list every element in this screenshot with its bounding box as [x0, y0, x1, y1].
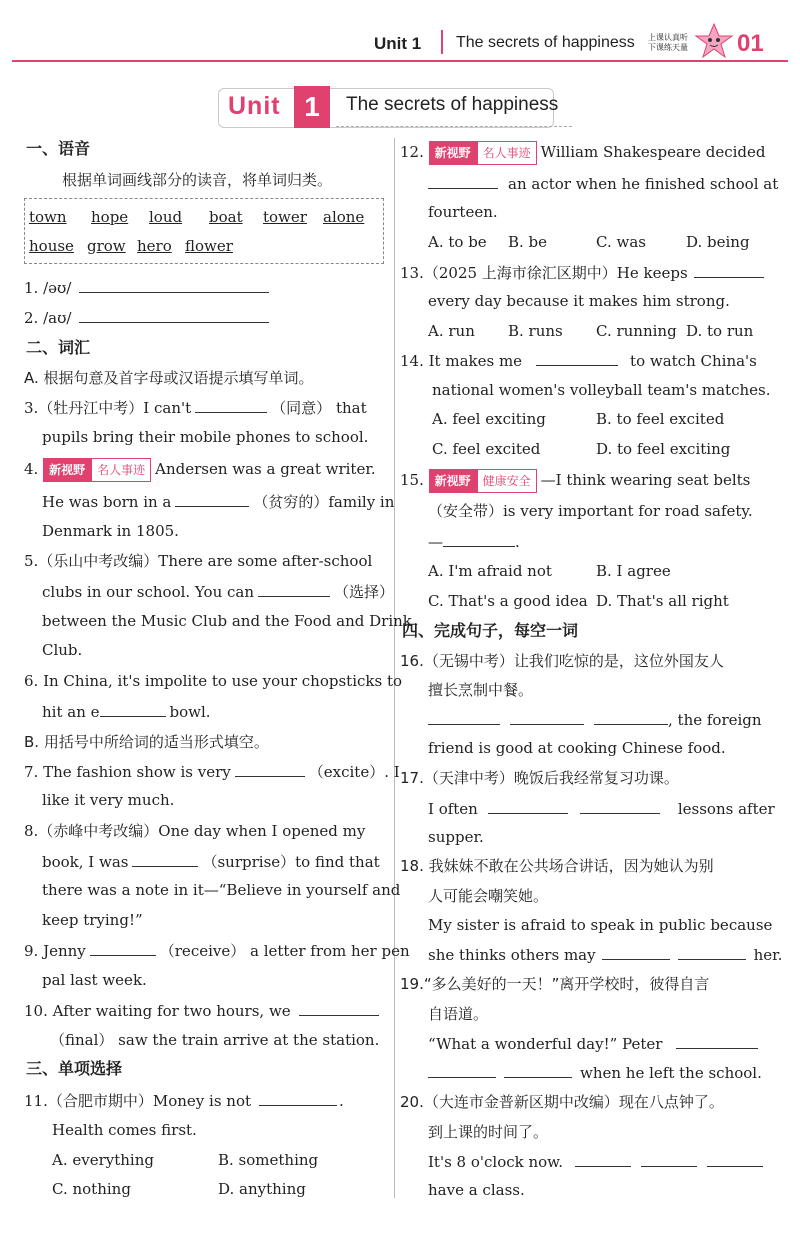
slogan-line-1: 上课认真听 [648, 33, 688, 42]
tag-main: 新视野 [429, 141, 477, 165]
q12-line-3: fourteen. [428, 203, 498, 221]
page-number: 01 [737, 30, 764, 57]
q13-option-a[interactable]: A. run [428, 322, 475, 340]
q18-text: her. [753, 946, 783, 964]
q15-text: —I think wearing seat belts [540, 471, 751, 489]
part-a-instructions: A. 根据句意及首字母或汉语提示填写单词。 [24, 369, 314, 387]
q13-option-b[interactable]: B. runs [508, 322, 563, 340]
q16-line-4: friend is good at cooking Chinese food. [428, 739, 726, 757]
answer-blank[interactable] [694, 262, 764, 278]
word-town [29, 208, 67, 226]
question-8: 8.（赤峰中考改编）One day when I opened my [24, 822, 366, 840]
banner-title: The secrets of happiness [346, 94, 559, 115]
word-text: grow [87, 237, 126, 255]
word-text: town [29, 208, 67, 226]
q4-text: （贫穷的）family in [253, 493, 395, 511]
q12-option-d[interactable]: D. being [686, 233, 750, 251]
q15-line-2: （安全带）is very important for road safety. [428, 502, 753, 520]
q7-line-2: like it very much. [42, 791, 175, 809]
q13-line-2: every day because it makes him strong. [428, 292, 730, 310]
word-alone [323, 208, 364, 226]
q3-text: （同意） that [271, 399, 367, 417]
q14-option-c[interactable]: C. feel excited [432, 440, 541, 458]
question-13 [400, 262, 764, 283]
q5-line-2 [42, 581, 394, 602]
q18-text: she thinks others may [428, 946, 596, 964]
question-9 [24, 940, 410, 961]
q8-line-2 [42, 851, 380, 872]
word-boat [209, 208, 243, 226]
question-10 [24, 1000, 379, 1021]
answer-blank[interactable] [504, 1062, 572, 1078]
q6-text: hit an e [42, 703, 100, 721]
answer-blank[interactable] [641, 1151, 697, 1167]
answer-blank[interactable] [235, 761, 305, 777]
answer-blank[interactable] [536, 350, 618, 366]
q19-text: “What a wonderful day!” Peter [428, 1035, 663, 1053]
q15-number: 15. [400, 471, 424, 489]
answer-blank[interactable] [79, 277, 269, 293]
section-1-title: 一、语音 [26, 139, 91, 158]
q16-line-2: 擅长烹制中餐。 [428, 681, 534, 699]
question-3 [24, 397, 367, 418]
section-2-title: 二、词汇 [26, 338, 91, 357]
answer-blank[interactable] [594, 709, 668, 725]
answer-blank[interactable] [299, 1000, 379, 1016]
section-4-title: 四、完成句子，每空一词 [402, 621, 579, 640]
q11-line-2: Health comes first. [52, 1121, 197, 1139]
phonetic-2 [24, 307, 269, 328]
answer-blank[interactable] [602, 944, 670, 960]
q19-line-4 [428, 1062, 762, 1083]
q8-text: book, I was [42, 853, 129, 871]
word-hero [137, 237, 172, 255]
q17-text: I often [428, 800, 478, 818]
q20-line-4: have a class. [428, 1181, 525, 1199]
word-flower [185, 237, 233, 255]
question-15 [400, 469, 750, 493]
page-header [0, 0, 800, 64]
answer-blank[interactable] [676, 1033, 758, 1049]
q18-line-2: 人可能会嘲笑她。 [428, 887, 549, 905]
q12-line-2 [428, 173, 778, 194]
answer-blank[interactable] [510, 709, 584, 725]
part-b-instructions: B. 用括号中所给词的适当形式填空。 [24, 733, 269, 751]
word-text: tower [263, 208, 307, 226]
question-16: 16.（无锡中考）让我们吃惊的是，这位外国友人 [400, 652, 724, 670]
question-18: 18. 我妹妹不敢在公共场合讲话，因为她认为别 [400, 857, 714, 875]
tag-sub: 健康安全 [477, 469, 537, 493]
word-text: loud [149, 208, 183, 226]
banner-unit-label: Unit [228, 92, 281, 120]
answer-blank[interactable] [678, 944, 746, 960]
answer-blank[interactable] [175, 491, 249, 507]
q11-option-c[interactable]: C. nothing [52, 1180, 131, 1198]
q15-text: — [428, 533, 443, 551]
question-17: 17.（天津中考）晚饭后我经常复习功课。 [400, 769, 679, 787]
answer-blank[interactable] [428, 173, 498, 189]
q15-option-c[interactable]: C. That's a good idea [428, 592, 588, 610]
word-text: flower [185, 237, 233, 255]
question-14 [400, 350, 757, 371]
word-text: alone [323, 208, 365, 226]
q11-text: . [339, 1092, 344, 1110]
q19-text: when he left the school. [580, 1064, 762, 1082]
word-grow [87, 237, 126, 255]
q14-option-a[interactable]: A. feel exciting [432, 410, 546, 428]
header-rule [12, 60, 788, 62]
answer-blank[interactable] [259, 1090, 337, 1106]
q4-number: 4. [24, 460, 39, 478]
q14-text: to watch China's [630, 352, 757, 370]
answer-blank[interactable] [195, 397, 267, 413]
q14-line-2: national women's volleyball team's matches. [432, 381, 771, 399]
word-text: hero [137, 237, 172, 255]
q14-option-d[interactable]: D. to feel exciting [596, 440, 731, 458]
q3-text: 3.（牡丹江中考）I can't [24, 399, 192, 417]
word-text: hope [91, 208, 129, 226]
q20-line-2: 到上课的时间了。 [428, 1123, 549, 1141]
q15-option-b[interactable]: B. I agree [596, 562, 671, 580]
q7-text: 7. The fashion show is very [24, 763, 231, 781]
section-1-instructions: 根据单词画线部分的读音，将单词归类。 [62, 171, 333, 189]
banner-unit-number: 1 [294, 86, 330, 128]
question-4 [24, 458, 376, 482]
q20-line-3 [428, 1151, 763, 1172]
new-vision-tag [429, 141, 537, 165]
q13-text: 13.（2025 上海市徐汇区期中）He keeps [400, 264, 688, 282]
word-text: boat [209, 208, 243, 226]
q18-line-3: My sister is afraid to speak in public because [428, 916, 773, 934]
q6-text: bowl. [169, 703, 211, 721]
q5-line-3: between the Music Club and the Food and Drink [42, 612, 412, 630]
q10-line-2: （final） saw the train arrive at the station. [50, 1031, 380, 1049]
answer-blank[interactable] [488, 798, 568, 814]
question-11 [24, 1090, 344, 1111]
q8-text: （surprise）to find that [202, 853, 380, 871]
answer-blank[interactable] [428, 709, 500, 725]
tag-main: 新视野 [429, 469, 477, 493]
answer-blank[interactable] [580, 798, 660, 814]
tag-sub: 名人事迹 [477, 141, 537, 165]
header-separator [441, 30, 443, 54]
q19-line-2: 自语道。 [428, 1005, 489, 1023]
header-unit: Unit 1 [374, 34, 422, 53]
word-house [29, 237, 74, 255]
banner-dash-line [336, 126, 572, 127]
q17-line-3: supper. [428, 828, 484, 846]
q6-line-2 [42, 701, 211, 722]
q15-option-a[interactable]: A. I'm afraid not [428, 562, 552, 580]
header-title: The secrets of happiness [456, 34, 635, 51]
q12-number: 12. [400, 143, 424, 161]
word-text: house [29, 237, 74, 255]
q15-option-d[interactable]: D. That's all right [596, 592, 729, 610]
q13-option-d[interactable]: D. to run [686, 322, 754, 340]
question-19: 19.“多么美好的一天！”离开学校时，彼得自言 [400, 975, 710, 993]
question-7 [24, 761, 400, 782]
q5-line-4: Club. [42, 641, 83, 659]
q15-line-3: — . [428, 533, 520, 551]
unit-title-banner [218, 86, 570, 128]
word-loud [149, 208, 182, 226]
new-vision-tag [429, 469, 537, 493]
q4-text: Andersen was a great writer. [155, 460, 376, 478]
answer-blank[interactable] [428, 1062, 496, 1078]
question-5: 5.（乐山中考改编）There are some after-school [24, 552, 373, 570]
q12-option-b[interactable]: B. be [508, 233, 548, 251]
tag-main: 新视野 [43, 458, 91, 482]
phonetic-1-label: 1. /əʊ/ [24, 279, 72, 297]
slogan-line-2: 下课练天量 [648, 43, 688, 52]
q9-line-2: pal last week. [42, 971, 147, 989]
answer-blank[interactable] [100, 701, 166, 717]
column-divider [394, 138, 395, 1198]
q9-text: 9. Jenny [24, 942, 86, 960]
q16-line-3 [428, 709, 762, 730]
question-6: 6. In China, it's impolite to use your chopsticks to [24, 672, 403, 690]
answer-blank[interactable] [443, 531, 515, 547]
section-3-title: 三、单项选择 [26, 1059, 123, 1078]
q10-text: 10. After waiting for two hours, we [24, 1002, 291, 1020]
q18-line-4 [428, 944, 782, 965]
q11-option-d[interactable]: D. anything [218, 1180, 306, 1198]
q5-text: （选择） [334, 583, 395, 601]
q8-line-3: there was a note in it—“Believe in yourself and [42, 881, 401, 899]
answer-blank[interactable] [132, 851, 198, 867]
q3-line-2: pupils bring their mobile phones to school. [42, 428, 369, 446]
q17-text: lessons after [677, 800, 775, 818]
q13-option-c[interactable]: C. running [596, 322, 677, 340]
q12-text: William Shakespeare decided [540, 143, 766, 161]
q14-text: 14. It makes me [400, 352, 523, 370]
answer-blank[interactable] [707, 1151, 763, 1167]
q11-text: 11.（合肥市期中）Money is not [24, 1092, 252, 1110]
answer-blank[interactable] [575, 1151, 631, 1167]
phonetic-2-label: 2. /aʊ/ [24, 309, 72, 327]
q14-option-b[interactable]: B. to feel excited [596, 410, 725, 428]
header-slogan [648, 33, 694, 53]
word-box [24, 198, 384, 264]
q20-text: It's 8 o'clock now. [428, 1153, 564, 1171]
q8-line-4: keep trying!” [42, 911, 143, 929]
answer-blank[interactable] [90, 940, 156, 956]
q9-text: （receive） a letter from her pen [159, 942, 410, 960]
phonetic-1 [24, 277, 269, 298]
mascot-star-icon [694, 22, 734, 60]
q12-option-c[interactable]: C. was [596, 233, 646, 251]
q11-option-a[interactable]: A. everything [52, 1151, 154, 1169]
q12-option-a[interactable]: A. to be [428, 233, 487, 251]
word-hope [91, 208, 128, 226]
q17-line-2 [428, 798, 775, 819]
question-12 [400, 141, 766, 165]
q16-text: , the foreign [668, 711, 762, 729]
tag-sub: 名人事迹 [91, 458, 151, 482]
q11-option-b[interactable]: B. something [218, 1151, 319, 1169]
q4-line-3: Denmark in 1805. [42, 522, 179, 540]
answer-blank[interactable] [258, 581, 330, 597]
answer-blank[interactable] [79, 307, 269, 323]
q19-line-3 [428, 1033, 758, 1054]
q12-text: an actor when he finished school at [508, 175, 779, 193]
new-vision-tag [43, 458, 151, 482]
q4-text: He was born in a [42, 493, 172, 511]
q4-line-2 [42, 491, 394, 512]
q7-text: （excite）. I [308, 763, 400, 781]
q5-text: clubs in our school. You can [42, 583, 254, 601]
question-20: 20.（大连市金普新区期中改编）现在八点钟了。 [400, 1093, 724, 1111]
word-tower [263, 208, 307, 226]
